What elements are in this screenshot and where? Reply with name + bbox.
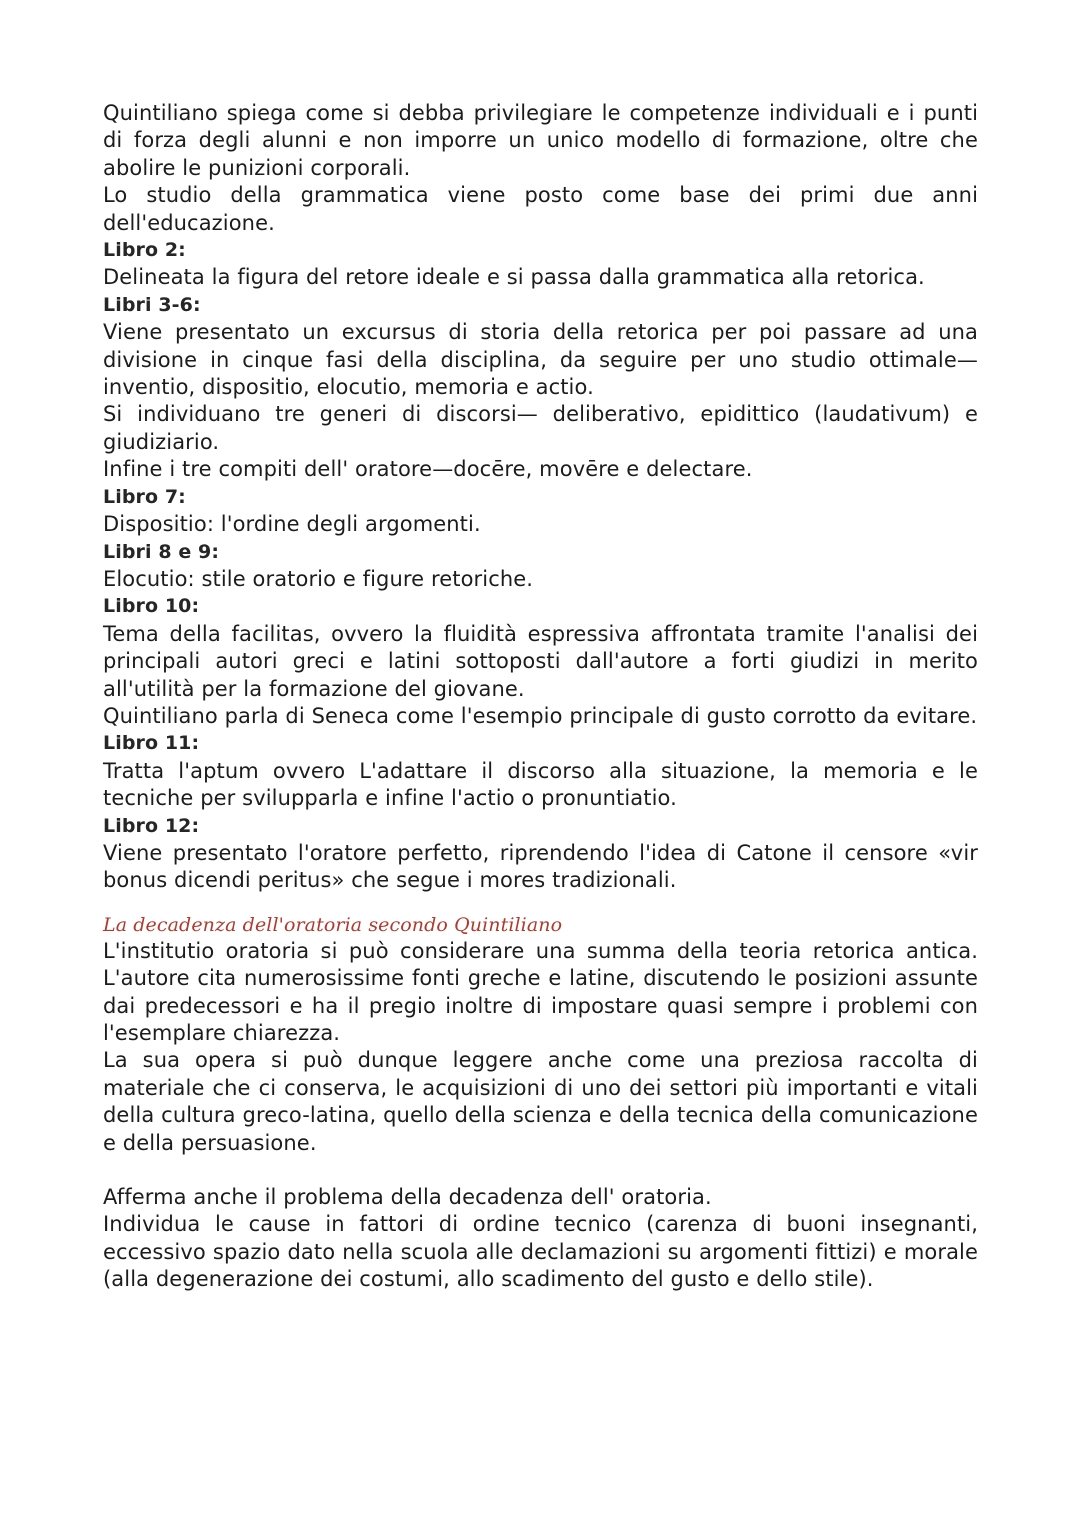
paragraph-spacer <box>103 1157 978 1184</box>
libri-3-6-text: Si individuano tre generi di discorsi— deliberativo, epidittico (laudativum) e giudiziario. <box>103 402 978 454</box>
libro-10-label: Libro 10: <box>103 595 200 618</box>
section-title: La decadenza dell'oratoria secondo Quintiliano <box>103 913 563 936</box>
libri-8-9-text: Elocutio: stile oratorio e figure retoriche. <box>103 566 534 591</box>
grammar-paragraph: Lo studio della grammatica viene posto come base dei primi due anni dell'educazione. <box>103 183 978 235</box>
libro-10-text: Tema della facilitas, ovvero la fluidità espressiva affrontata tramite l'analisi dei principali autori greci e latini sottoposti dall'autore a forti giudizi in merito all'utilità per la formazione del giovane. <box>103 621 978 701</box>
libro-12-label: Libro 12: <box>103 814 200 837</box>
libro-10-text: Quintiliano parla di Seneca come l'esempio principale di gusto corrotto da evitare. <box>103 703 978 728</box>
libro-2-label: Libro 2: <box>103 239 186 262</box>
libro-11-text: Tratta l'aptum ovvero L'adattare il discorso alla situazione, la memoria e le tecniche per svilupparla e infine l'actio o pronuntiatio. <box>103 758 978 811</box>
libri-3-6-label: Libri 3-6: <box>103 293 201 316</box>
libro-2-text: Delineata la figura del retore ideale e si passa dalla grammatica alla retorica. <box>103 265 925 290</box>
libri-3-6-text: Infine i tre compiti dell' oratore—docēre, movēre e delectare. <box>103 457 753 482</box>
section-paragraph: L'institutio oratoria si può considerare una summa della teoria retorica antica. L'autore cita numerosissime fonti greche e latine, discutendo le posizioni assunte dai predecessori e ha il pregio inoltre di impostare quasi sempre i problemi con l'esemplare chiarezza. <box>103 938 978 1045</box>
notes-page <box>103 100 978 1294</box>
libro-11-label: Libro 11: <box>103 732 200 755</box>
libri-8-9-label: Libri 8 e 9: <box>103 540 220 563</box>
libro-12-text: Viene presentato l'oratore perfetto, riprendendo l'idea di Catone il censore «vir bonus dicendi peritus» che segue i mores tradizionali. <box>103 840 978 893</box>
intro-paragraph: Quintiliano spiega come si debba privilegiare le competenze individuali e i punti di forza degli alunni e non imporre un unico modello di formazione, oltre che abolire le punizioni corporali. <box>103 101 978 180</box>
causes-paragraph: Individua le cause in fattori di ordine tecnico (carenza di buoni insegnanti, eccessivo spazio dato nella scuola alle declamazioni su argomenti fittizi) e morale (alla degenerazione dei costumi, allo scadimento del gusto e dello stile). <box>103 1212 978 1292</box>
libri-3-6-text: Viene presentato un excursus di storia della retorica per poi passare ad una divisione in cinque fasi della disciplina, da seguire per uno studio ottimale— inventio, dispositio, elocutio, memoria e actio. <box>103 320 978 400</box>
section-paragraph: La sua opera si può dunque leggere anche come una preziosa raccolta di materiale che ci conserva, le acquisizioni di uno dei settori più importanti e vitali della cultura greco-latina, quello della scienza e della tecnica della comunicazione e della persuasione. <box>103 1048 978 1155</box>
libro-7-label: Libro 7: <box>103 485 186 508</box>
libro-7-text: Dispositio: l'ordine degli argomenti. <box>103 512 481 537</box>
decadence-paragraph: Afferma anche il problema della decadenza dell' oratoria. <box>103 1185 712 1210</box>
